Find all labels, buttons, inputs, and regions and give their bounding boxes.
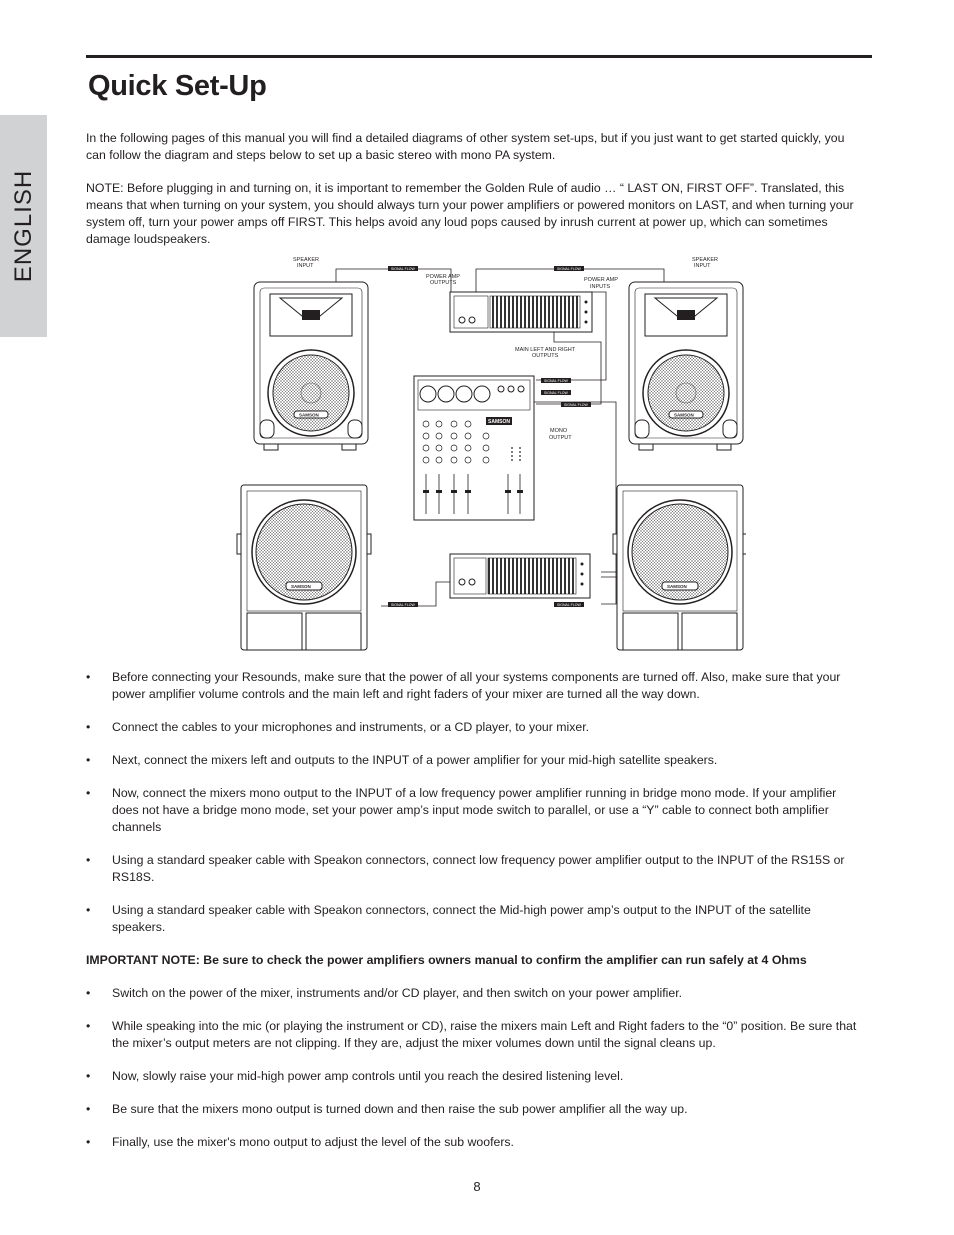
signal-flow-tag: SIGNAL FLOW	[391, 603, 415, 607]
page-title: Quick Set-Up	[88, 70, 267, 102]
sub-brand: SAMSON	[291, 584, 311, 589]
mixer-brand: SAMSON	[488, 419, 510, 425]
sub-power-amp	[450, 554, 590, 598]
sub-brand: SAMSON	[667, 584, 687, 589]
step-item: • While speaking into the mic (or playing the instrument or CD), raise the mixers main Left and Right faders to the “0” position. Be sure that the mixer’s output meters are not clipping. If they are, adjust the mixer volumes down until the signal cleans up.	[86, 1018, 866, 1052]
step-item: • Using a standard speaker cable with Speakon connectors, connect the Mid-high power amp’s output to the INPUT of the satellite speakers.	[86, 902, 866, 936]
header-rule	[86, 55, 872, 58]
mixer	[414, 376, 534, 520]
speaker-brand: SAMSON	[674, 412, 694, 418]
step-item: • Connect the cables to your microphones and instruments, or a CD player, to your mixer.	[86, 719, 866, 736]
setup-steps	[86, 669, 866, 1167]
important-note: IMPORTANT NOTE: Be sure to check the power amplifiers owners manual to confirm the amplifier can run safely at 4 Ohms	[86, 953, 807, 967]
speaker-input-right-label-2: INPUT	[694, 263, 711, 269]
step-item: • Now, connect the mixers mono output to the INPUT of a low frequency power amplifier running in bridge mono mode. If your amplifier does not have a bridge mono mode, set your power amp’s input mode switch to parallel, or use a “Y” cable to connect both amplifier channels	[86, 785, 866, 836]
signal-flow-tag: SIGNAL FLOW	[557, 267, 581, 271]
speaker-input-right-label-1: SPEAKER	[692, 257, 718, 263]
mono-output-label-1: MONO	[550, 428, 568, 434]
mono-output-label-2: OUTPUT	[549, 435, 572, 441]
step-item: • Be sure that the mixers mono output is turned down and then raise the sub power amplifier all the way up.	[86, 1101, 866, 1118]
amp-outputs-label-2: OUTPUTS	[430, 280, 457, 286]
step-item: • Before connecting your Resounds, make sure that the power of all your systems components are turned off. Also, make sure that your power amplifier volume controls and the main left and right faders of your mixer are turned all the way down.	[86, 669, 866, 703]
setup-diagram	[236, 252, 746, 652]
signal-flow-tag: SIGNAL FLOW	[544, 379, 568, 383]
step-item: • Now, slowly raise your mid-high power amp controls until you reach the desired listening level.	[86, 1068, 866, 1085]
mid-high-power-amp	[450, 292, 592, 332]
main-outputs-label-2: OUTPUTS	[532, 353, 559, 359]
main-outputs-label-1: MAIN LEFT AND RIGHT	[515, 347, 576, 353]
speaker-input-left-label-2: INPUT	[297, 263, 314, 269]
subwoofer-left	[237, 485, 371, 650]
subwoofer-right	[613, 485, 746, 650]
speaker-input-left-label-1: SPEAKER	[293, 257, 319, 263]
amp-inputs-label-1: POWER AMP	[584, 277, 618, 283]
note-paragraph: NOTE: Before plugging in and turning on, it is important to remember the Golden Rule of audio … “ LAST ON, FIRST OFF”. Translated, this means that when turning on your system, you should always turn your power amplifiers or powered monitors on LAST, and when turning your system off, turn your power amps off FIRST. This helps avoid any loud pops caused by inrush current at power up, which can sometimes damage loudspeakers.	[86, 181, 854, 246]
amp-inputs-label-2: INPUTS	[590, 284, 611, 290]
step-item: • Finally, use the mixer's mono output to adjust the level of the sub woofers.	[86, 1134, 866, 1151]
speaker-brand: SAMSON	[299, 412, 319, 418]
intro-paragraph: In the following pages of this manual you will find a detailed diagrams of other system set-ups, but if you just want to get started quickly, you can follow the diagram and steps below to set up a basic stereo with mono PA system.	[86, 131, 845, 162]
step-item: • Switch on the power of the mixer, instruments and/or CD player, and then switch on your power amplifier.	[86, 985, 866, 1002]
satellite-speaker-left	[254, 282, 368, 450]
signal-flow-tag: SIGNAL FLOW	[564, 403, 588, 407]
step-item: • Next, connect the mixers left and outputs to the INPUT of a power amplifier for your mid-high satellite speakers.	[86, 752, 866, 769]
signal-flow-tag: SIGNAL FLOW	[557, 603, 581, 607]
satellite-speaker-right	[629, 282, 743, 450]
amp-outputs-label-1: POWER AMP	[426, 274, 460, 280]
signal-flow-tag: SIGNAL FLOW	[391, 267, 415, 271]
language-tab-label: ENGLISH	[9, 169, 37, 283]
page-number: 8	[473, 1179, 481, 1194]
language-tab	[0, 115, 47, 337]
signal-flow-tag: SIGNAL FLOW	[544, 391, 568, 395]
step-item: • Using a standard speaker cable with Speakon connectors, connect low frequency power amplifier output to the INPUT of the RS15S or RS18S.	[86, 852, 866, 886]
